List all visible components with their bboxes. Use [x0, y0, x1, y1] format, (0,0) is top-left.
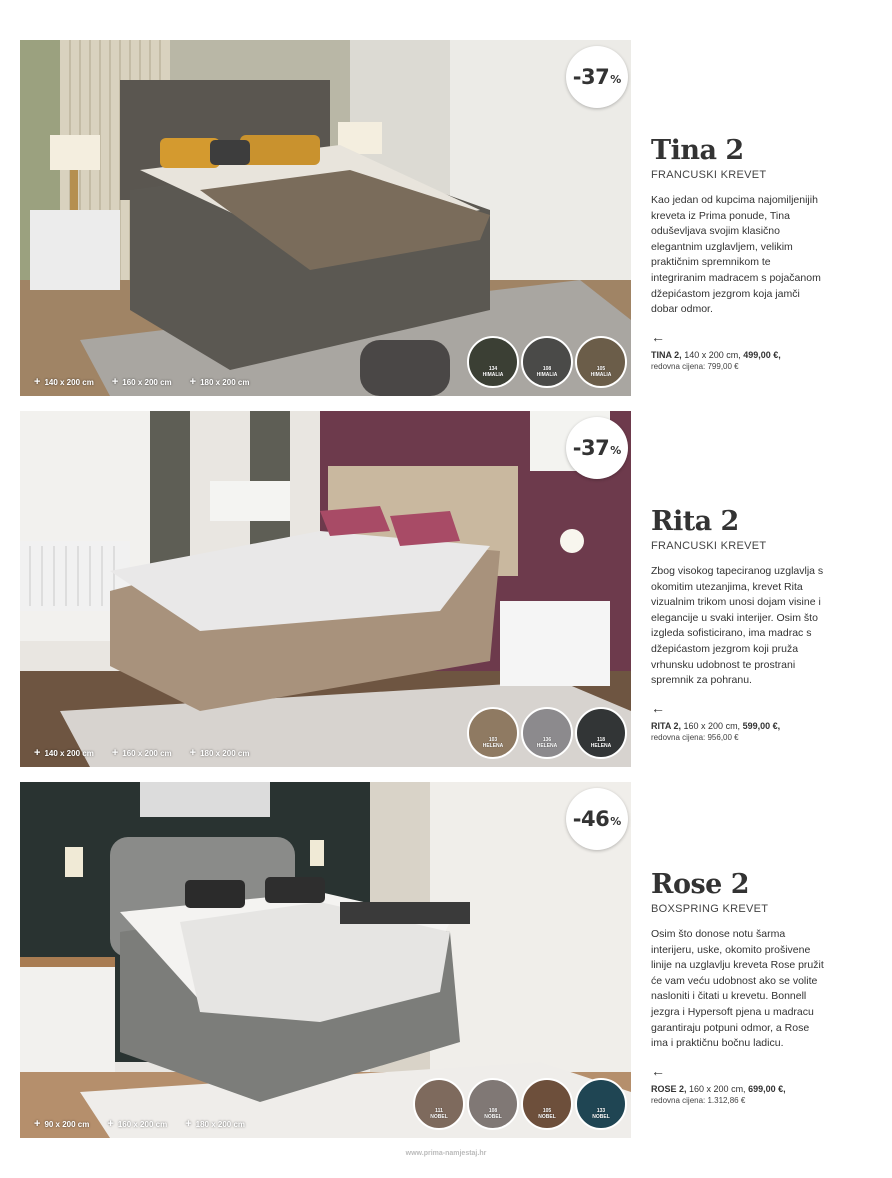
swatch-fabric: HELENA — [590, 743, 612, 749]
product-title: Tina 2 — [651, 135, 744, 166]
regular-price: redovna cijena: 956,00 € — [651, 732, 739, 742]
discount-unit: % — [610, 443, 622, 457]
product-info — [651, 507, 881, 742]
product-info — [651, 136, 881, 371]
price-product-name: RITA 2, — [651, 720, 682, 731]
swatch-fabric: HIMALIA — [482, 372, 504, 378]
size-option[interactable] — [190, 376, 250, 388]
footer-website-url[interactable]: www.prima-namjestaj.hr — [405, 1150, 487, 1157]
color-swatch[interactable] — [575, 707, 627, 759]
price-line — [651, 350, 881, 360]
size-options — [34, 376, 249, 388]
color-swatch[interactable] — [521, 707, 573, 759]
product-photo[interactable] — [20, 411, 631, 767]
size-option[interactable] — [34, 376, 94, 388]
discount-value: -37 — [572, 436, 610, 460]
size-label: 160 x 200 cm — [122, 748, 172, 758]
color-swatches — [413, 1078, 627, 1130]
swatch-code: 118 — [596, 737, 606, 743]
discount-badge — [566, 788, 628, 850]
plus-icon: + — [111, 376, 119, 388]
product-description: Zbog visokog tapeciranog uzglavlja s okomitim utezanjima, krevet Rita vizualnim trikom unosi dojam visine i elegancije u svaki interijer. Osim što izgleda sofisticirano, ima madrac s džepićastom jezgrom koji pruža vrhunsku udobnost te prostrani spremnik za pohranu. — [651, 565, 824, 687]
swatch-code: 103 — [488, 737, 498, 743]
price-product-name: TINA 2, — [651, 349, 682, 360]
swatch-code: 108 — [542, 366, 552, 372]
size-option[interactable] — [34, 1118, 89, 1130]
arrow-left-icon: ← — [651, 1062, 665, 1079]
price-value: 699,00 €, — [748, 1083, 786, 1094]
arrow-left-icon: ← — [651, 328, 665, 345]
color-swatch[interactable] — [467, 1078, 519, 1130]
size-label: 160 x 200 cm — [117, 1119, 168, 1129]
price-value: 599,00 €, — [742, 720, 781, 731]
swatch-fabric: HIMALIA — [590, 372, 612, 378]
plus-icon: + — [185, 1118, 192, 1130]
size-label: 180 x 200 cm — [200, 377, 250, 387]
size-label: 180 x 200 cm — [200, 748, 250, 758]
color-swatches — [467, 336, 627, 388]
product-type: BOXSPRING KREVET — [651, 903, 769, 915]
price-size: 160 x 200 cm, — [683, 720, 741, 731]
plus-icon: + — [34, 1118, 41, 1130]
regular-price: redovna cijena: 1.312,86 € — [651, 1095, 746, 1105]
regular-price: redovna cijena: 799,00 € — [651, 361, 739, 371]
discount-badge — [566, 417, 628, 479]
size-option[interactable] — [112, 376, 172, 388]
size-option[interactable] — [107, 1118, 167, 1130]
swatch-code: 108 — [488, 1108, 498, 1114]
swatch-code: 134 — [488, 366, 498, 372]
size-option[interactable] — [112, 747, 172, 759]
discount-unit: % — [610, 72, 622, 86]
swatch-code: 133 — [596, 1108, 606, 1114]
product-info — [651, 870, 881, 1105]
discount-unit: % — [610, 814, 622, 828]
swatch-fabric: NOBEL — [592, 1114, 610, 1120]
product-description: Osim što donose notu šarma interijeru, uske, okomito prošivene linije na uzglavlju kreveta Rose pružit će vam veću udobnost ako se volite nasloniti i čitati u krevetu. Bonnell jezgra i Hypersoft pjena u madracu garantiraju potpuni odmor, a Rose ima i praktičnu bočnu ladicu. — [651, 928, 824, 1050]
discount-value: -46 — [572, 807, 610, 831]
product-type: FRANCUSKI KREVET — [651, 540, 767, 552]
product-title: Rose 2 — [651, 869, 750, 900]
swatch-code: 136 — [542, 737, 552, 743]
size-label: 160 x 200 cm — [122, 377, 172, 387]
color-swatch[interactable] — [575, 1078, 627, 1130]
plus-icon: + — [111, 747, 119, 759]
size-label: 180 x 200 cm — [195, 1119, 245, 1129]
product-rita-2 — [0, 411, 892, 771]
product-tina-2 — [0, 40, 892, 400]
swatch-code: 111 — [435, 1108, 443, 1114]
discount-value: -37 — [572, 65, 610, 89]
plus-icon: + — [107, 1118, 114, 1130]
swatch-fabric: HIMALIA — [536, 372, 558, 378]
plus-icon: + — [189, 376, 197, 388]
size-label: 90 x 200 cm — [44, 1119, 90, 1129]
color-swatch[interactable] — [413, 1078, 465, 1130]
swatch-code: 105 — [542, 1108, 552, 1114]
swatch-fabric: NOBEL — [430, 1114, 448, 1120]
swatch-fabric: NOBEL — [484, 1114, 502, 1120]
color-swatch[interactable] — [521, 1078, 573, 1130]
size-options — [34, 1118, 245, 1130]
price-line — [651, 721, 881, 731]
color-swatches — [467, 707, 627, 759]
size-option[interactable] — [185, 1118, 245, 1130]
product-title: Rita 2 — [651, 506, 739, 537]
color-swatch[interactable] — [467, 336, 519, 388]
product-description: Kao jedan od kupcima najomiljenijih kreveta iz Prima ponude, Tina oduševljava svojim klasično elegantnim uzglavljem, velikim praktičnim spremnikom te integriranim madracem s pojačanom džepićastom jezgrom koja jamči dobar odmor. — [651, 194, 821, 316]
size-option[interactable] — [34, 747, 94, 759]
price-size: 160 x 200 cm, — [689, 1083, 746, 1094]
size-option[interactable] — [190, 747, 250, 759]
price-size: 140 x 200 cm, — [684, 349, 741, 360]
price-line — [651, 1084, 881, 1094]
plus-icon: + — [34, 376, 41, 388]
plus-icon: + — [34, 747, 41, 759]
size-label: 140 x 200 cm — [44, 377, 94, 387]
price-product-name: ROSE 2, — [651, 1083, 687, 1094]
color-swatch[interactable] — [521, 336, 573, 388]
product-photo[interactable] — [20, 40, 631, 396]
color-swatch[interactable] — [575, 336, 627, 388]
size-label: 140 x 200 cm — [44, 748, 94, 758]
product-type: FRANCUSKI KREVET — [651, 169, 767, 181]
price-value: 499,00 €, — [743, 349, 781, 360]
swatch-fabric: HELENA — [536, 743, 558, 749]
swatch-fabric: HELENA — [482, 743, 504, 749]
product-rose-2 — [0, 782, 892, 1142]
color-swatch[interactable] — [467, 707, 519, 759]
size-options — [34, 747, 249, 759]
discount-badge — [566, 46, 628, 108]
swatch-fabric: NOBEL — [538, 1114, 556, 1120]
product-photo[interactable] — [20, 782, 631, 1138]
arrow-left-icon: ← — [651, 699, 665, 716]
swatch-code: 105 — [596, 366, 606, 372]
plus-icon: + — [189, 747, 197, 759]
